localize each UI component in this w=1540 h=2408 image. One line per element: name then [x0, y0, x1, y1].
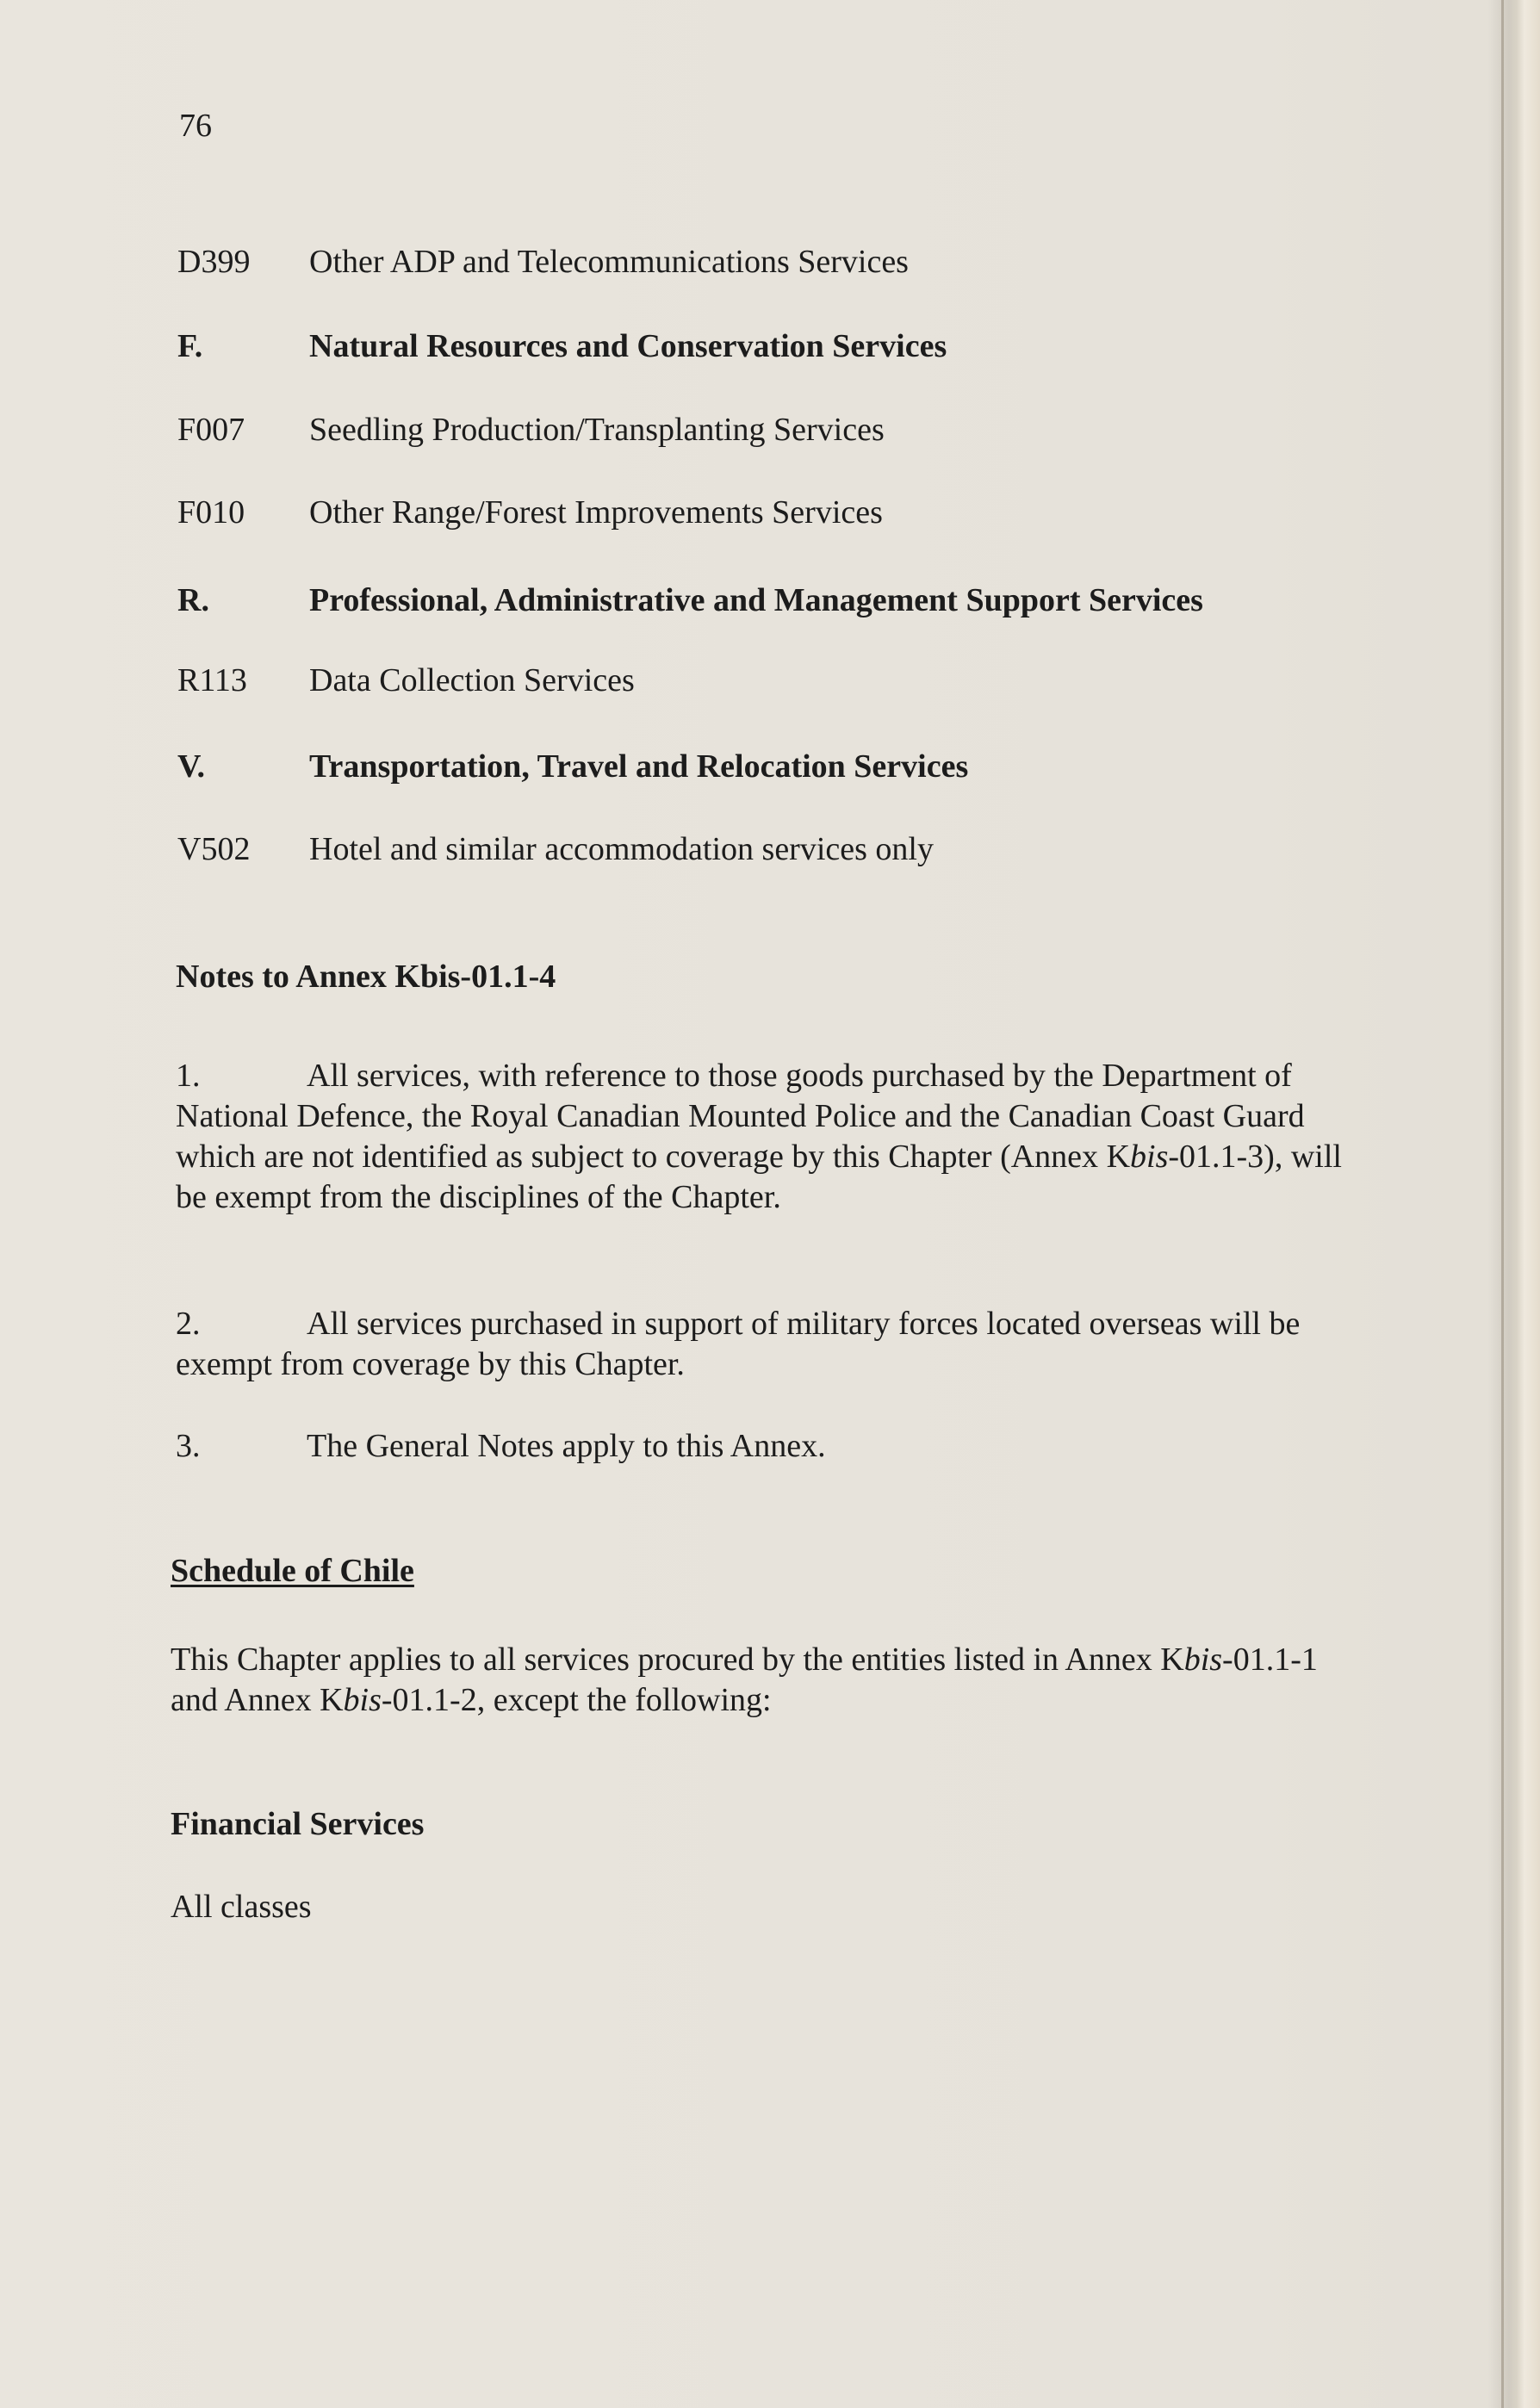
entry-description: Other Range/Forest Improvements Services: [309, 494, 883, 531]
entry-description: Data Collection Services: [309, 662, 635, 698]
entry-code: F.: [177, 328, 203, 364]
note-number: 2.: [176, 1306, 201, 1342]
notes-heading: Notes to Annex Kbis-01.1-4: [176, 959, 556, 995]
financial-services-text: All classes: [171, 1889, 312, 1925]
note-text: All services, with reference to those goods purchased by the Department of National Defence, the Royal Canadian Mounted Police and the Canadian Coast Guard which are not identified as subject to coverage by this Chapter (Annex Kbis-01.1-3), will be exempt from the disciplines of the Chapter.: [176, 1058, 1342, 1215]
service-entry: [177, 243, 909, 281]
entry-description: Transportation, Travel and Relocation Services: [309, 748, 969, 785]
entry-description: Natural Resources and Conservation Services: [309, 328, 947, 364]
entry-code: F007: [177, 412, 245, 448]
entry-description: Professional, Administrative and Management Support Services: [309, 582, 1203, 618]
service-category: [177, 581, 1203, 619]
financial-services-heading: Financial Services: [171, 1806, 425, 1842]
entry-description: Seedling Production/Transplanting Services: [309, 412, 885, 448]
service-entry: [177, 661, 635, 699]
service-entry: [177, 493, 883, 531]
note-item: [176, 1304, 1356, 1385]
service-entry: [177, 411, 885, 449]
entry-code: R.: [177, 582, 209, 618]
entry-code: F010: [177, 494, 245, 531]
note-number: 3.: [176, 1428, 201, 1464]
entry-code: R113: [177, 662, 247, 698]
schedule-paragraph: This Chapter applies to all services procured by the entities listed in Annex Kbis-01.1-1 and Annex Kbis-01.1-2, except the following:: [171, 1642, 1318, 1718]
note-number: 1.: [176, 1058, 201, 1094]
entry-code: V502: [177, 831, 251, 867]
entry-description: Hotel and similar accommodation services only: [309, 831, 934, 867]
service-category: [177, 748, 968, 785]
note-item: [176, 1056, 1356, 1218]
service-entry: [177, 830, 934, 868]
entry-code: D399: [177, 244, 251, 280]
service-category: [177, 327, 947, 365]
note-text: The General Notes apply to this Annex.: [307, 1428, 826, 1464]
page-edge-shadow: [1488, 0, 1540, 2408]
page-edge-line: [1501, 0, 1504, 2408]
note-text: All services purchased in support of military forces located overseas will be exempt from coverage by this Chapter.: [176, 1306, 1301, 1382]
entry-description: Other ADP and Telecommunications Services: [309, 244, 909, 280]
entry-code: V.: [177, 748, 206, 785]
note-item: [176, 1426, 1356, 1467]
page-number: 76: [179, 108, 212, 144]
schedule-heading: Schedule of Chile: [171, 1553, 414, 1589]
